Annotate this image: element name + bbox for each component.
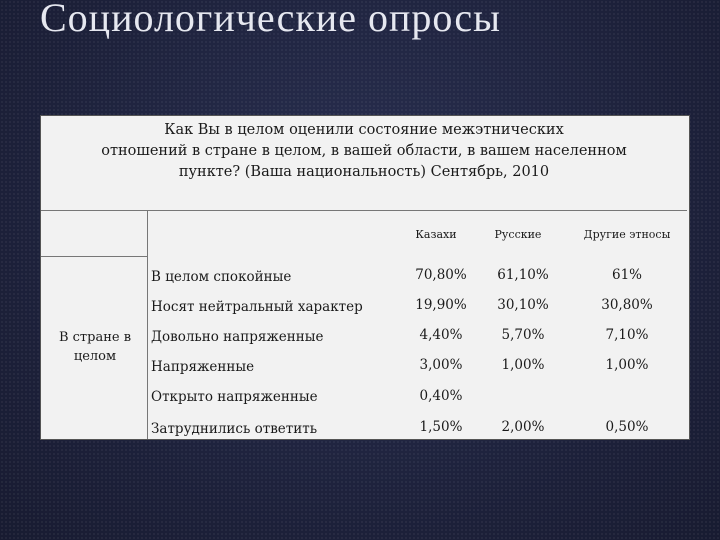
column-header-russians: Русские xyxy=(494,228,542,241)
column-header-other-ethnicities: Другие этносы xyxy=(583,228,671,241)
row-label: Затруднились ответить xyxy=(151,421,318,437)
row-label: Носят нейтральный характер xyxy=(151,299,363,315)
cell-others: 30,80% xyxy=(601,297,653,313)
cell-russians: 1,00% xyxy=(501,357,545,373)
row-label: Напряженные xyxy=(151,359,255,375)
cell-russians: 30,10% xyxy=(497,297,549,313)
row-label: Открыто напряженные xyxy=(151,389,318,405)
cell-kazakhs: 19,90% xyxy=(415,297,467,313)
cell-others: 61% xyxy=(611,267,642,283)
row-label: В целом спокойные xyxy=(151,269,292,285)
cell-kazakhs: 3,00% xyxy=(419,357,463,373)
table-caption xyxy=(41,116,687,211)
cell-kazakhs: 70,80% xyxy=(415,267,467,283)
cell-russians: 5,70% xyxy=(501,327,545,343)
cell-others: 0,50% xyxy=(605,419,649,435)
column-header-kazakhs: Казахи xyxy=(415,228,457,241)
row-label: Довольно напряженные xyxy=(151,329,324,345)
group-label xyxy=(49,328,141,366)
cell-others: 1,00% xyxy=(605,357,649,373)
group-label-line-2: целом xyxy=(73,349,117,364)
cell-russians: 61,10% xyxy=(497,267,549,283)
slide-title: Социологические опросы xyxy=(40,0,501,40)
caption-line-1: Как Вы в целом оценили состояние межэтнических xyxy=(164,122,564,138)
survey-table xyxy=(40,115,690,440)
cell-kazakhs: 4,40% xyxy=(419,327,463,343)
cell-kazakhs: 0,40% xyxy=(419,388,463,404)
group-label-line-1: В стране в xyxy=(58,330,132,345)
cell-others: 7,10% xyxy=(605,327,649,343)
cell-kazakhs: 1,50% xyxy=(419,419,463,435)
caption-line-3: пункте? (Ваша национальность) Сентябрь, 2010 xyxy=(178,164,550,180)
caption-line-2: отношений в стране в целом, в вашей области, в вашем населенном xyxy=(101,143,627,159)
cell-russians: 2,00% xyxy=(501,419,545,435)
